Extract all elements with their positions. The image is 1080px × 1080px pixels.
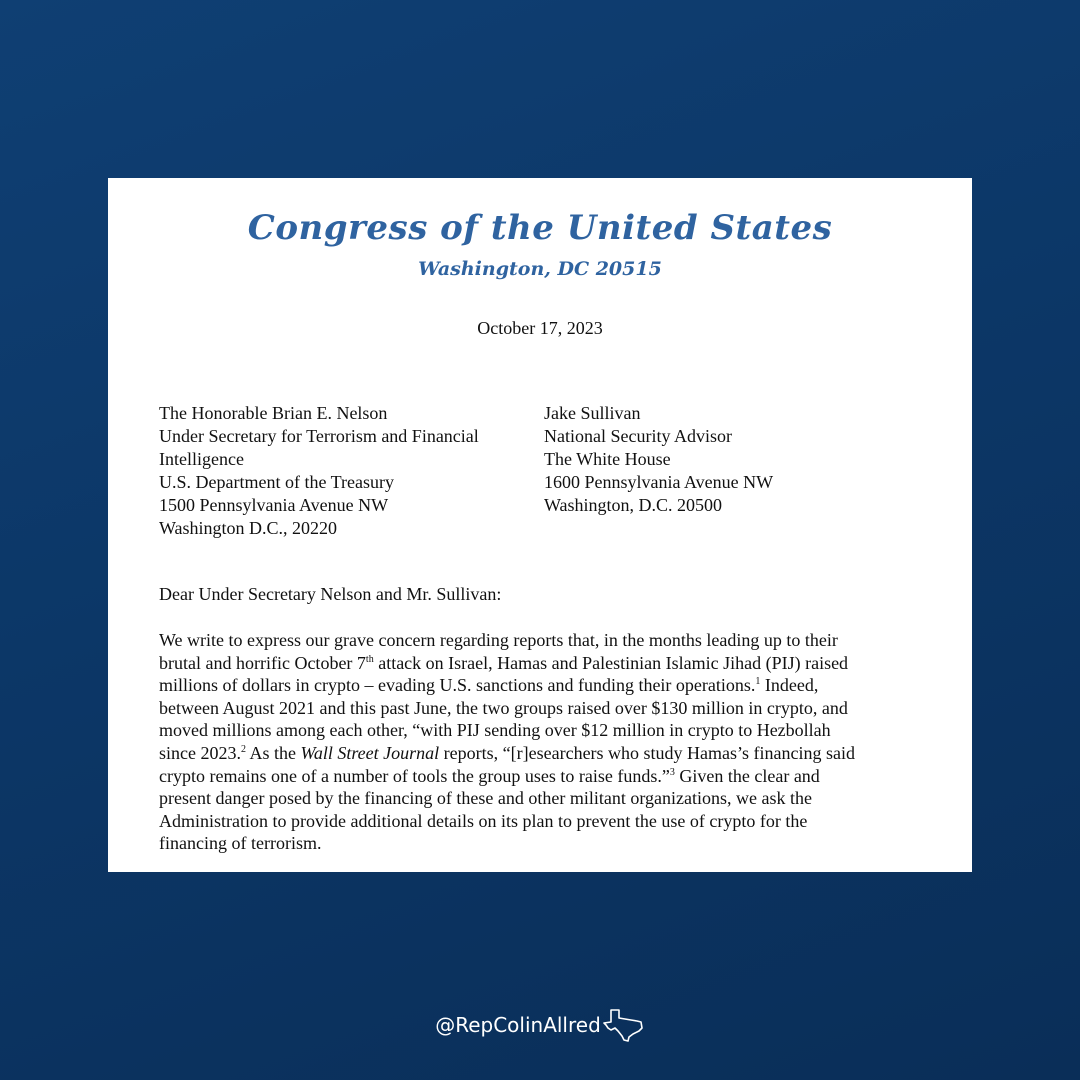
body-text-span: brutal and horrific October 7 xyxy=(159,652,366,673)
recipient-block-left xyxy=(159,402,479,540)
letterhead-title: Congress of the United States xyxy=(247,208,833,248)
recipient-left-line: Under Secretary for Terrorism and Financial xyxy=(159,426,479,446)
footnote-superscript: th xyxy=(365,653,374,665)
letter-page xyxy=(108,178,972,872)
recipient-block-right xyxy=(544,402,773,517)
body-text-span: crypto remains one of a number of tools the group uses to raise funds.” xyxy=(159,765,670,786)
footnote-superscript: 1 xyxy=(755,676,761,688)
footnote-superscript: 3 xyxy=(669,766,675,778)
body-text-span: reports, “[r]esearchers who study Hamas’s financing said xyxy=(439,742,856,763)
texas-outline-icon xyxy=(603,1008,645,1042)
body-text-span: since 2023. xyxy=(159,742,241,763)
body-line xyxy=(159,674,949,697)
body-line xyxy=(159,742,949,765)
salutation: Dear Under Secretary Nelson and Mr. Sullivan: xyxy=(159,584,502,604)
recipient-right-line: Jake Sullivan xyxy=(544,403,641,423)
body-text-span: Given the clear and xyxy=(674,765,820,786)
body-line: We write to express our grave concern regarding reports that, in the months leading up to their xyxy=(159,630,838,650)
body-line: present danger posed by the financing of these and other militant organizations, we ask the xyxy=(159,788,812,809)
body-line xyxy=(159,652,949,675)
body-line: moved millions among each other, “with PIJ sending over $12 million in crypto to Hezbollah xyxy=(159,720,831,741)
body-line xyxy=(159,765,949,788)
body-line: financing of terrorism. xyxy=(159,833,322,854)
recipient-right-line: 1600 Pennsylvania Avenue NW xyxy=(544,472,774,492)
body-text-span: millions of dollars in crypto – evading U.S. sanctions and funding their operations. xyxy=(159,675,756,696)
recipient-left-line: 1500 Pennsylvania Avenue NW xyxy=(159,495,389,515)
recipient-right-line: The White House xyxy=(544,449,671,469)
body-text-span: As the xyxy=(245,742,301,763)
letterhead-subtitle: Washington, DC 20515 xyxy=(418,258,662,280)
body-line: Administration to provide additional details on its plan to prevent the use of crypto for the xyxy=(159,810,808,831)
recipient-right-line: National Security Advisor xyxy=(544,426,732,446)
footnote-superscript: 2 xyxy=(240,743,246,755)
social-handle: @RepColinAllred xyxy=(435,1013,601,1037)
recipient-left-line: Intelligence xyxy=(159,449,244,469)
recipient-left-line: U.S. Department of the Treasury xyxy=(159,472,394,492)
body-text-span: attack on Israel, Hamas and Palestinian Islamic Jihad (PIJ) raised xyxy=(373,652,849,673)
body-paragraph xyxy=(159,629,949,855)
social-handle-footer xyxy=(0,1008,1080,1042)
letter-date: October 17, 2023 xyxy=(477,318,603,338)
body-text-span: Indeed, xyxy=(760,675,819,696)
recipient-left-line: Washington D.C., 20220 xyxy=(159,518,338,538)
recipient-right-line: Washington, D.C. 20500 xyxy=(544,495,723,515)
publication-name: Wall Street Journal xyxy=(300,742,440,763)
recipient-left-line: The Honorable Brian E. Nelson xyxy=(159,403,388,423)
body-line: between August 2021 and this past June, the two groups raised over $130 million in crypto, and xyxy=(159,697,848,718)
